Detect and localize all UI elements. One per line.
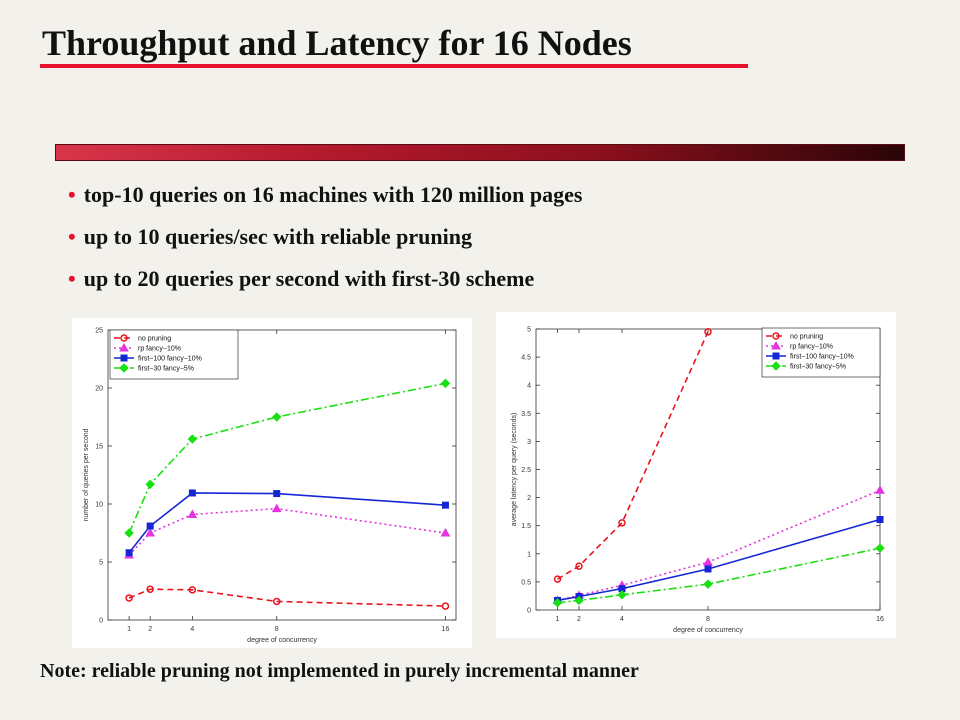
legend-label: no pruning bbox=[790, 333, 824, 341]
series-line bbox=[129, 493, 445, 553]
x-tick-label: 16 bbox=[876, 616, 884, 623]
throughput-chart bbox=[72, 318, 472, 648]
x-tick-label: 4 bbox=[620, 616, 624, 623]
data-point bbox=[704, 558, 712, 565]
data-point bbox=[705, 566, 711, 572]
data-point bbox=[441, 379, 449, 387]
latency-chart-svg bbox=[496, 312, 896, 638]
legend-label: no pruning bbox=[138, 335, 172, 343]
footnote: Note: reliable pruning not implemented in purely incremental manner bbox=[40, 660, 639, 682]
x-axis-label: degree of concurrency bbox=[673, 627, 743, 634]
data-point bbox=[189, 490, 195, 496]
data-point bbox=[273, 413, 281, 421]
y-tick-label: 10 bbox=[95, 501, 103, 509]
series-line bbox=[558, 520, 881, 601]
bullet-dot-icon: • bbox=[68, 266, 76, 291]
bullet-item bbox=[68, 180, 582, 222]
bullet-text: top-10 queries on 16 machines with 120 million pages bbox=[83, 182, 583, 207]
bullet-text: up to 20 queries per second with first-30 scheme bbox=[83, 266, 535, 291]
bullet-dot-icon: • bbox=[68, 182, 76, 207]
bullet-dot-icon: • bbox=[68, 224, 76, 249]
y-axis-label: average latency per query (seconds) bbox=[511, 412, 518, 527]
data-point bbox=[442, 603, 448, 609]
x-tick-label: 2 bbox=[577, 616, 581, 623]
y-tick-label: 20 bbox=[95, 385, 103, 393]
data-point bbox=[188, 435, 196, 443]
y-tick-label: 4.5 bbox=[521, 354, 531, 362]
x-axis-label: degree of concurrency bbox=[247, 637, 317, 644]
series-line bbox=[558, 548, 881, 603]
y-tick-label: 0.5 bbox=[521, 579, 531, 587]
x-tick-label: 4 bbox=[190, 626, 195, 633]
legend-label: rp fancy−10% bbox=[138, 345, 181, 353]
series-line bbox=[129, 589, 445, 606]
throughput-chart-svg bbox=[72, 318, 472, 648]
data-point bbox=[273, 505, 281, 512]
decorative-gradient-bar bbox=[55, 144, 905, 161]
y-tick-label: 4 bbox=[527, 382, 531, 390]
slide-title: Throughput and Latency for 16 Nodes bbox=[42, 23, 632, 63]
data-point bbox=[188, 510, 196, 517]
bullet-item bbox=[68, 222, 582, 264]
legend-label: first−100 fancy−10% bbox=[138, 355, 202, 363]
y-tick-label: 3.5 bbox=[521, 410, 531, 418]
bullet-text: up to 10 queries/sec with reliable pruning bbox=[83, 224, 472, 249]
x-tick-label: 16 bbox=[441, 626, 450, 633]
latency-chart bbox=[496, 312, 896, 638]
legend-label: first−100 fancy−10% bbox=[790, 353, 854, 361]
data-point bbox=[704, 580, 712, 588]
y-tick-label: 1 bbox=[527, 551, 531, 559]
bullet-item bbox=[68, 264, 582, 306]
data-point bbox=[442, 502, 448, 508]
legend-label: first−30 fancy−5% bbox=[790, 363, 847, 371]
data-point bbox=[146, 480, 154, 488]
y-axis-label: number of queries per second bbox=[83, 428, 90, 522]
data-point bbox=[126, 550, 132, 556]
y-tick-label: 2 bbox=[527, 495, 531, 503]
legend-marker bbox=[773, 353, 779, 359]
title-underline bbox=[40, 64, 748, 68]
x-tick-label: 2 bbox=[148, 626, 153, 633]
data-point bbox=[125, 529, 133, 537]
y-tick-label: 15 bbox=[95, 443, 103, 451]
legend-label: first−30 fancy−5% bbox=[138, 365, 195, 373]
y-tick-label: 2.5 bbox=[521, 467, 531, 474]
data-point bbox=[876, 486, 884, 493]
x-tick-label: 1 bbox=[555, 616, 560, 623]
series-line bbox=[558, 332, 709, 579]
data-point bbox=[877, 517, 883, 523]
data-point bbox=[441, 529, 449, 536]
data-point bbox=[619, 520, 625, 526]
y-tick-label: 25 bbox=[95, 327, 103, 335]
bullet-list bbox=[68, 180, 582, 306]
y-tick-label: 5 bbox=[527, 326, 531, 334]
x-tick-label: 8 bbox=[274, 626, 279, 633]
y-tick-label: 0 bbox=[99, 617, 103, 625]
y-tick-label: 5 bbox=[99, 559, 103, 567]
legend-marker bbox=[121, 355, 127, 361]
series-line bbox=[558, 490, 881, 600]
y-tick-label: 3 bbox=[527, 438, 531, 446]
legend-label: rp fancy−10% bbox=[790, 343, 833, 351]
data-point bbox=[147, 523, 153, 529]
x-tick-label: 8 bbox=[706, 616, 710, 623]
y-tick-label: 0 bbox=[527, 607, 531, 615]
data-point bbox=[274, 491, 280, 497]
y-tick-label: 1.5 bbox=[521, 523, 531, 531]
x-tick-label: 1 bbox=[127, 626, 132, 633]
data-point bbox=[876, 544, 884, 552]
series-line bbox=[129, 509, 445, 555]
